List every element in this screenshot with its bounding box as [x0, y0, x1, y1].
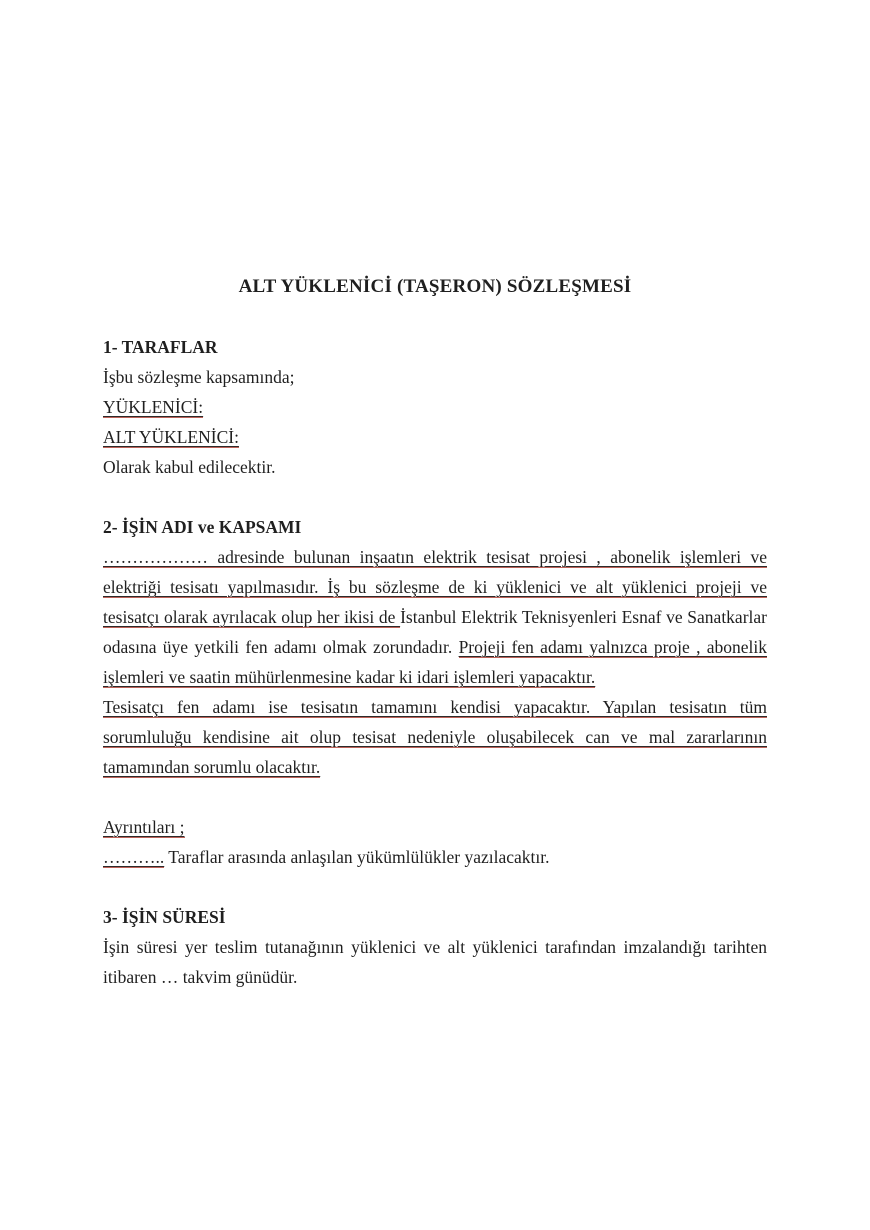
installer-responsibility-text: Tesisatçı fen adamı ise tesisatın tamamını kendisi yapacaktır. Yapılan tesisatın tüm sorumluluğu kendisine ait olup tesisat nedeniyle oluşabilecek can ve mal zararlarının tamamından sorumlu olacaktır. — [103, 697, 767, 777]
details-label: Ayrıntıları ; — [103, 817, 185, 837]
duration-paragraph: İşin süresi yer teslim tutanağının yüklenici ve alt yüklenici tarafından imzalandığı tarihten itibaren … takvim günüdür. — [103, 937, 767, 987]
document-title: ALT YÜKLENİCİ (TAŞERON) SÖZLEŞMESİ — [238, 276, 632, 297]
section-2-heading: 2- İŞİN ADI ve KAPSAMI — [103, 517, 302, 537]
spacer — [103, 782, 767, 812]
section-1-closing: Olarak kabul edilecektir. — [103, 457, 276, 477]
spacer — [103, 302, 767, 332]
subcontractor-label: ALT YÜKLENİCİ: — [103, 427, 239, 447]
details-line — [103, 842, 767, 872]
details-text: Taraflar arasında anlaşılan yükümlülükler yazılacaktır. — [164, 847, 550, 867]
spacer — [103, 482, 767, 512]
details-dots: ……….. — [103, 847, 165, 867]
details-label-line — [103, 812, 767, 842]
subcontractor-line — [103, 422, 767, 452]
contractor-label: YÜKLENİCİ: — [103, 397, 204, 417]
work-scope-underlined-segment-1: ……………… adresinde bulunan inşaatın elektrik tesisat projesi , abonelik işlemleri ve elektriği tesisatı yapılmasıdır. İş bu sözleşme de ki yüklenici ve alt yüklenici projeji ve tesisatçı olarak ayrılacak olup her ikisi de — [103, 547, 767, 627]
spacer — [103, 872, 767, 902]
work-scope-underlined-segment-2: Projeji fen adamı yalnızca proje , abonelik işlemleri ve saatin mühürlenmesine kadar ki idari işlemleri yapacaktır. — [103, 637, 768, 687]
section-1-intro: İşbu sözleşme kapsamında; — [103, 367, 295, 387]
work-scope-paragraph — [103, 542, 767, 692]
section-1-heading: 1- TARAFLAR — [103, 337, 218, 357]
installer-responsibility-paragraph — [103, 692, 767, 782]
contractor-line — [103, 392, 767, 422]
work-scope-plain-segment: İstanbul Elektrik Teknisyenleri Esnaf ve Sanatkarlar odasına üye yetkili fen adamı olmak zorundadır. — [103, 607, 767, 657]
section-3-heading: 3- İŞİN SÜRESİ — [103, 907, 226, 927]
